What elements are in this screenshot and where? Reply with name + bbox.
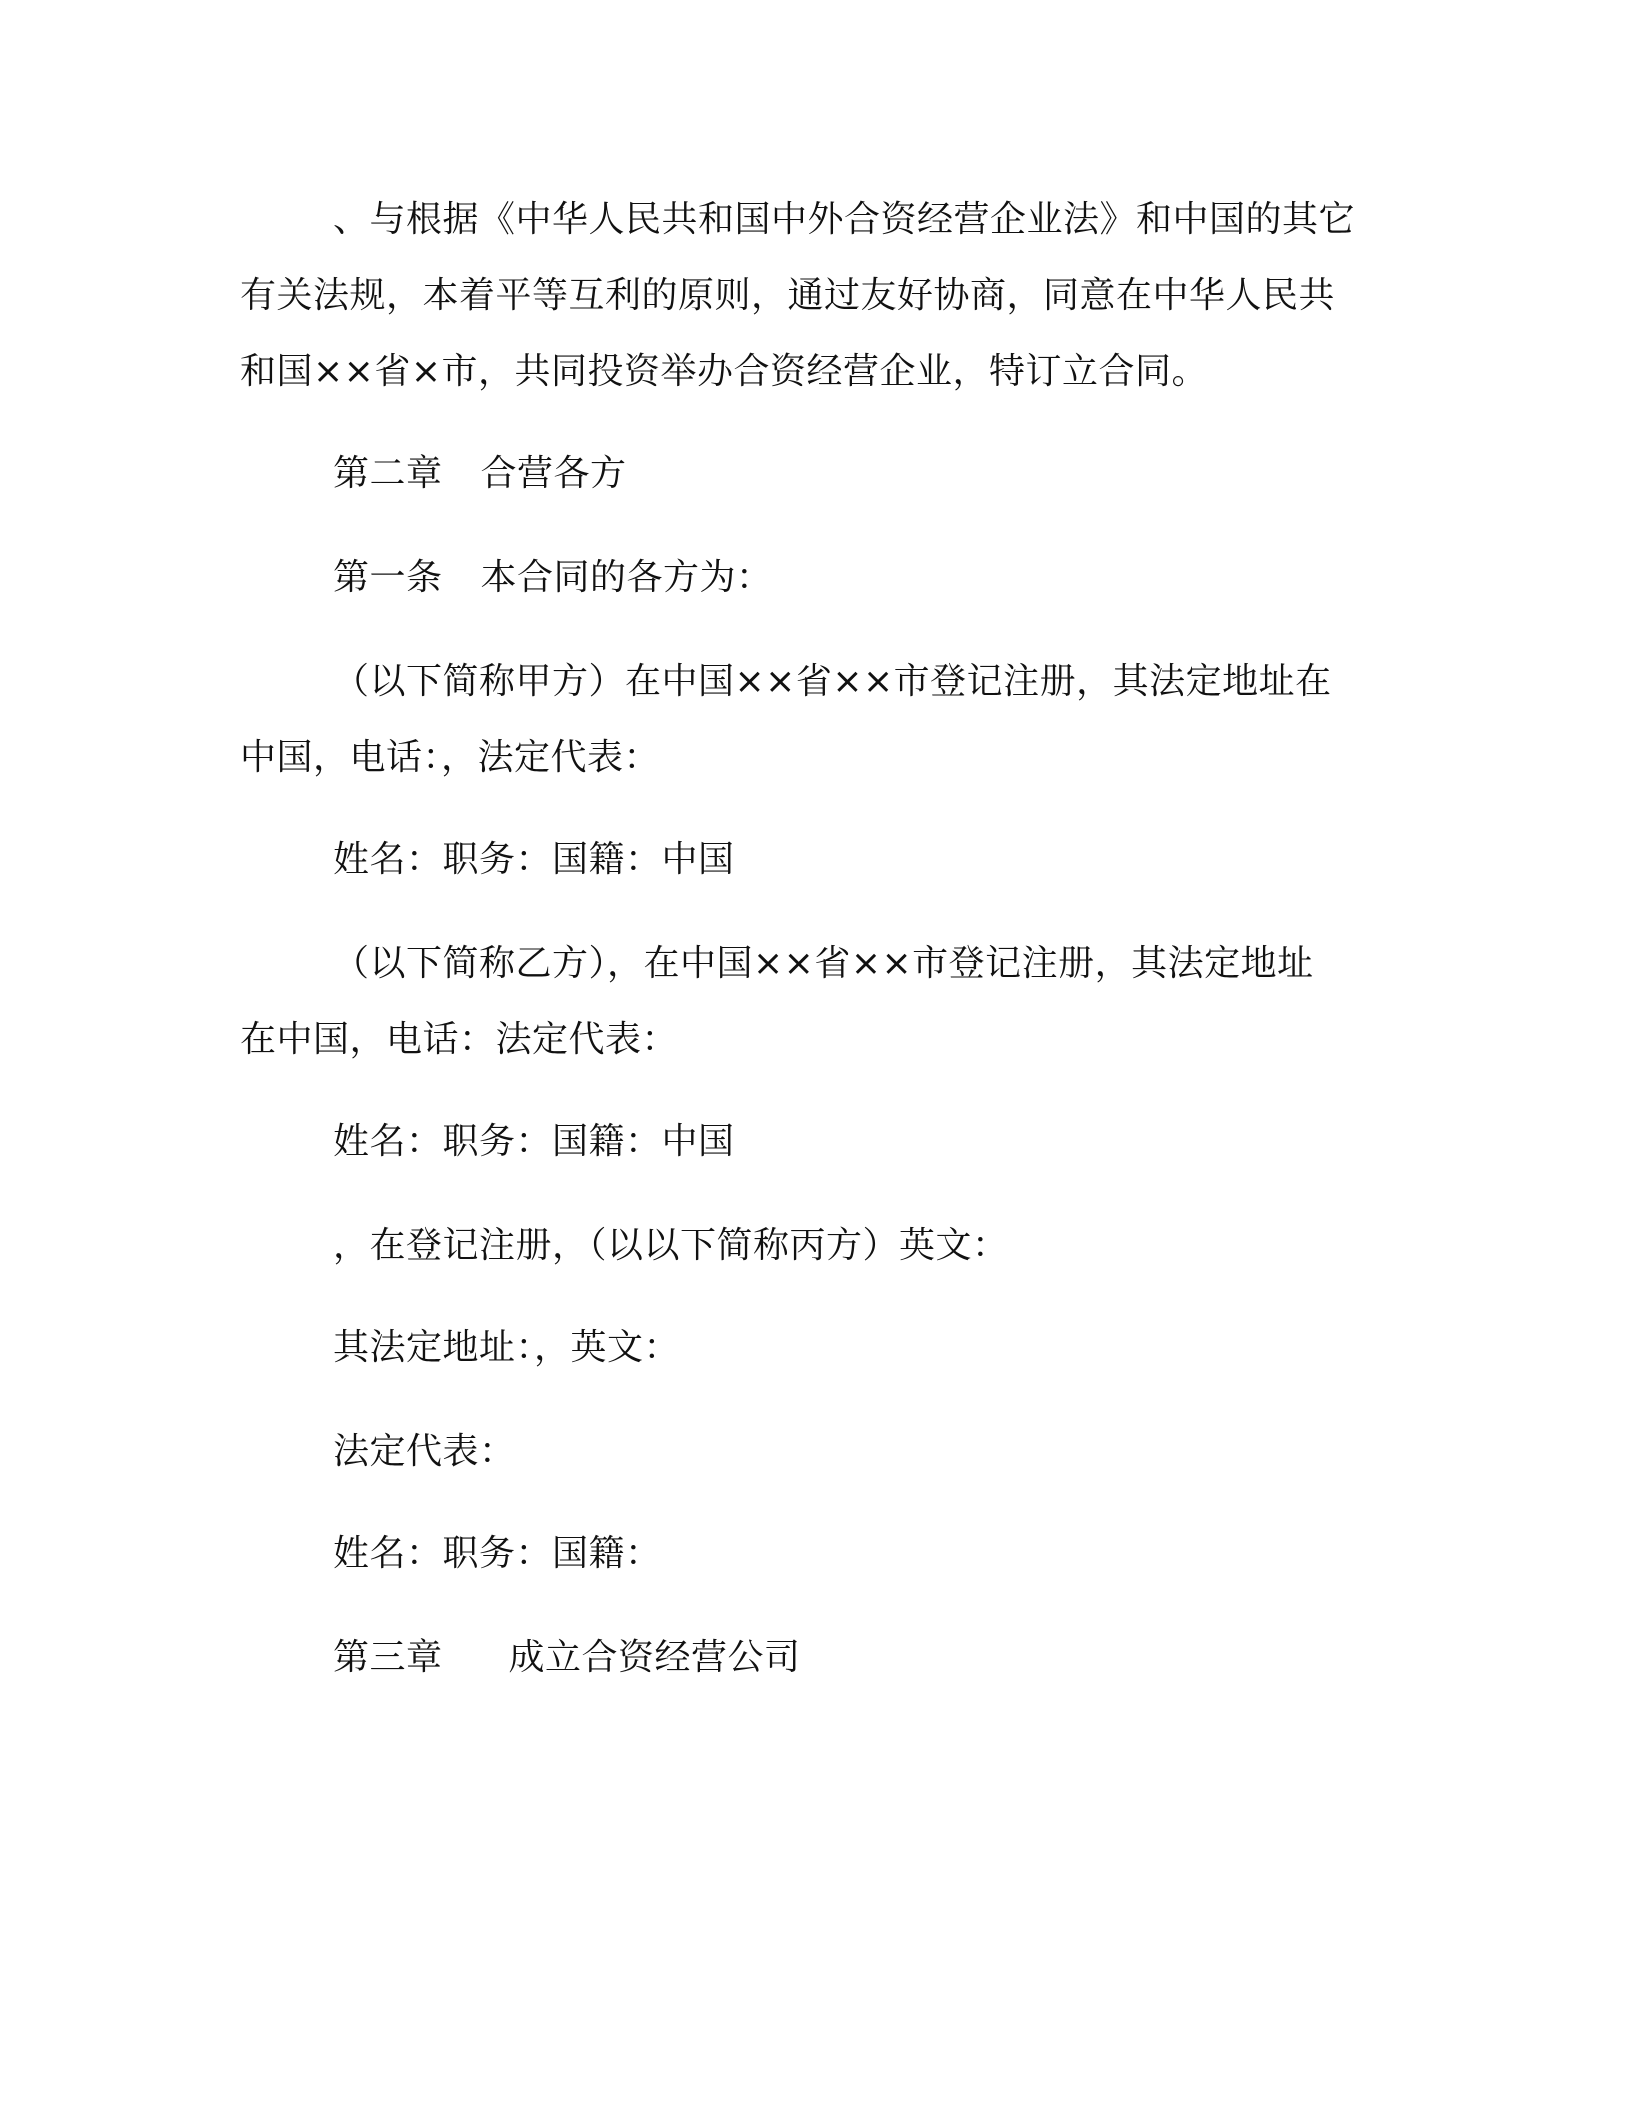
chapter-2-number: 第二章 bbox=[333, 453, 443, 494]
chapter-3-title: 成立合资经营公司 bbox=[508, 1637, 801, 1678]
party-b-line-1: （以下简称乙方），在中国××省××市登记注册，其法定地址 bbox=[333, 943, 1314, 984]
party-b-representative: 姓名：职务：国籍：中国 bbox=[333, 1121, 735, 1162]
chapter-2-title: 合营各方 bbox=[480, 453, 627, 494]
party-c-address: 其法定地址：，英文： bbox=[333, 1327, 681, 1368]
party-c-representative: 姓名：职务：国籍： bbox=[333, 1533, 662, 1574]
party-c-intro: ，在登记注册，（以以下简称丙方）英文： bbox=[333, 1225, 1009, 1266]
chapter-2-heading bbox=[333, 452, 627, 496]
party-b-line-2: 在中国，电话：法定代表： bbox=[240, 1019, 679, 1060]
intro-line-3: 和国××省×市，共同投资举办合资经营企业，特订立合同。 bbox=[240, 351, 1208, 392]
party-a-representative: 姓名：职务：国籍：中国 bbox=[333, 839, 735, 880]
party-c-legal-rep: 法定代表： bbox=[333, 1431, 516, 1472]
article-1-heading bbox=[333, 556, 773, 600]
intro-line-2: 有关法规，本着平等互利的原则，通过友好协商，同意在中华人民共 bbox=[240, 275, 1336, 316]
article-1-number: 第一条 bbox=[333, 557, 443, 598]
chapter-3-number: 第三章 bbox=[333, 1637, 443, 1678]
intro-line-1: 、与根据《中华人民共和国中外合资经营企业法》和中国的其它 bbox=[333, 199, 1356, 240]
party-a-line-2: 中国，电话：，法定代表： bbox=[240, 737, 661, 778]
chapter-3-heading bbox=[333, 1636, 801, 1680]
article-1-title: 本合同的各方为： bbox=[480, 557, 773, 598]
party-a-line-1: （以下简称甲方）在中国××省××市登记注册，其法定地址在 bbox=[333, 661, 1332, 702]
